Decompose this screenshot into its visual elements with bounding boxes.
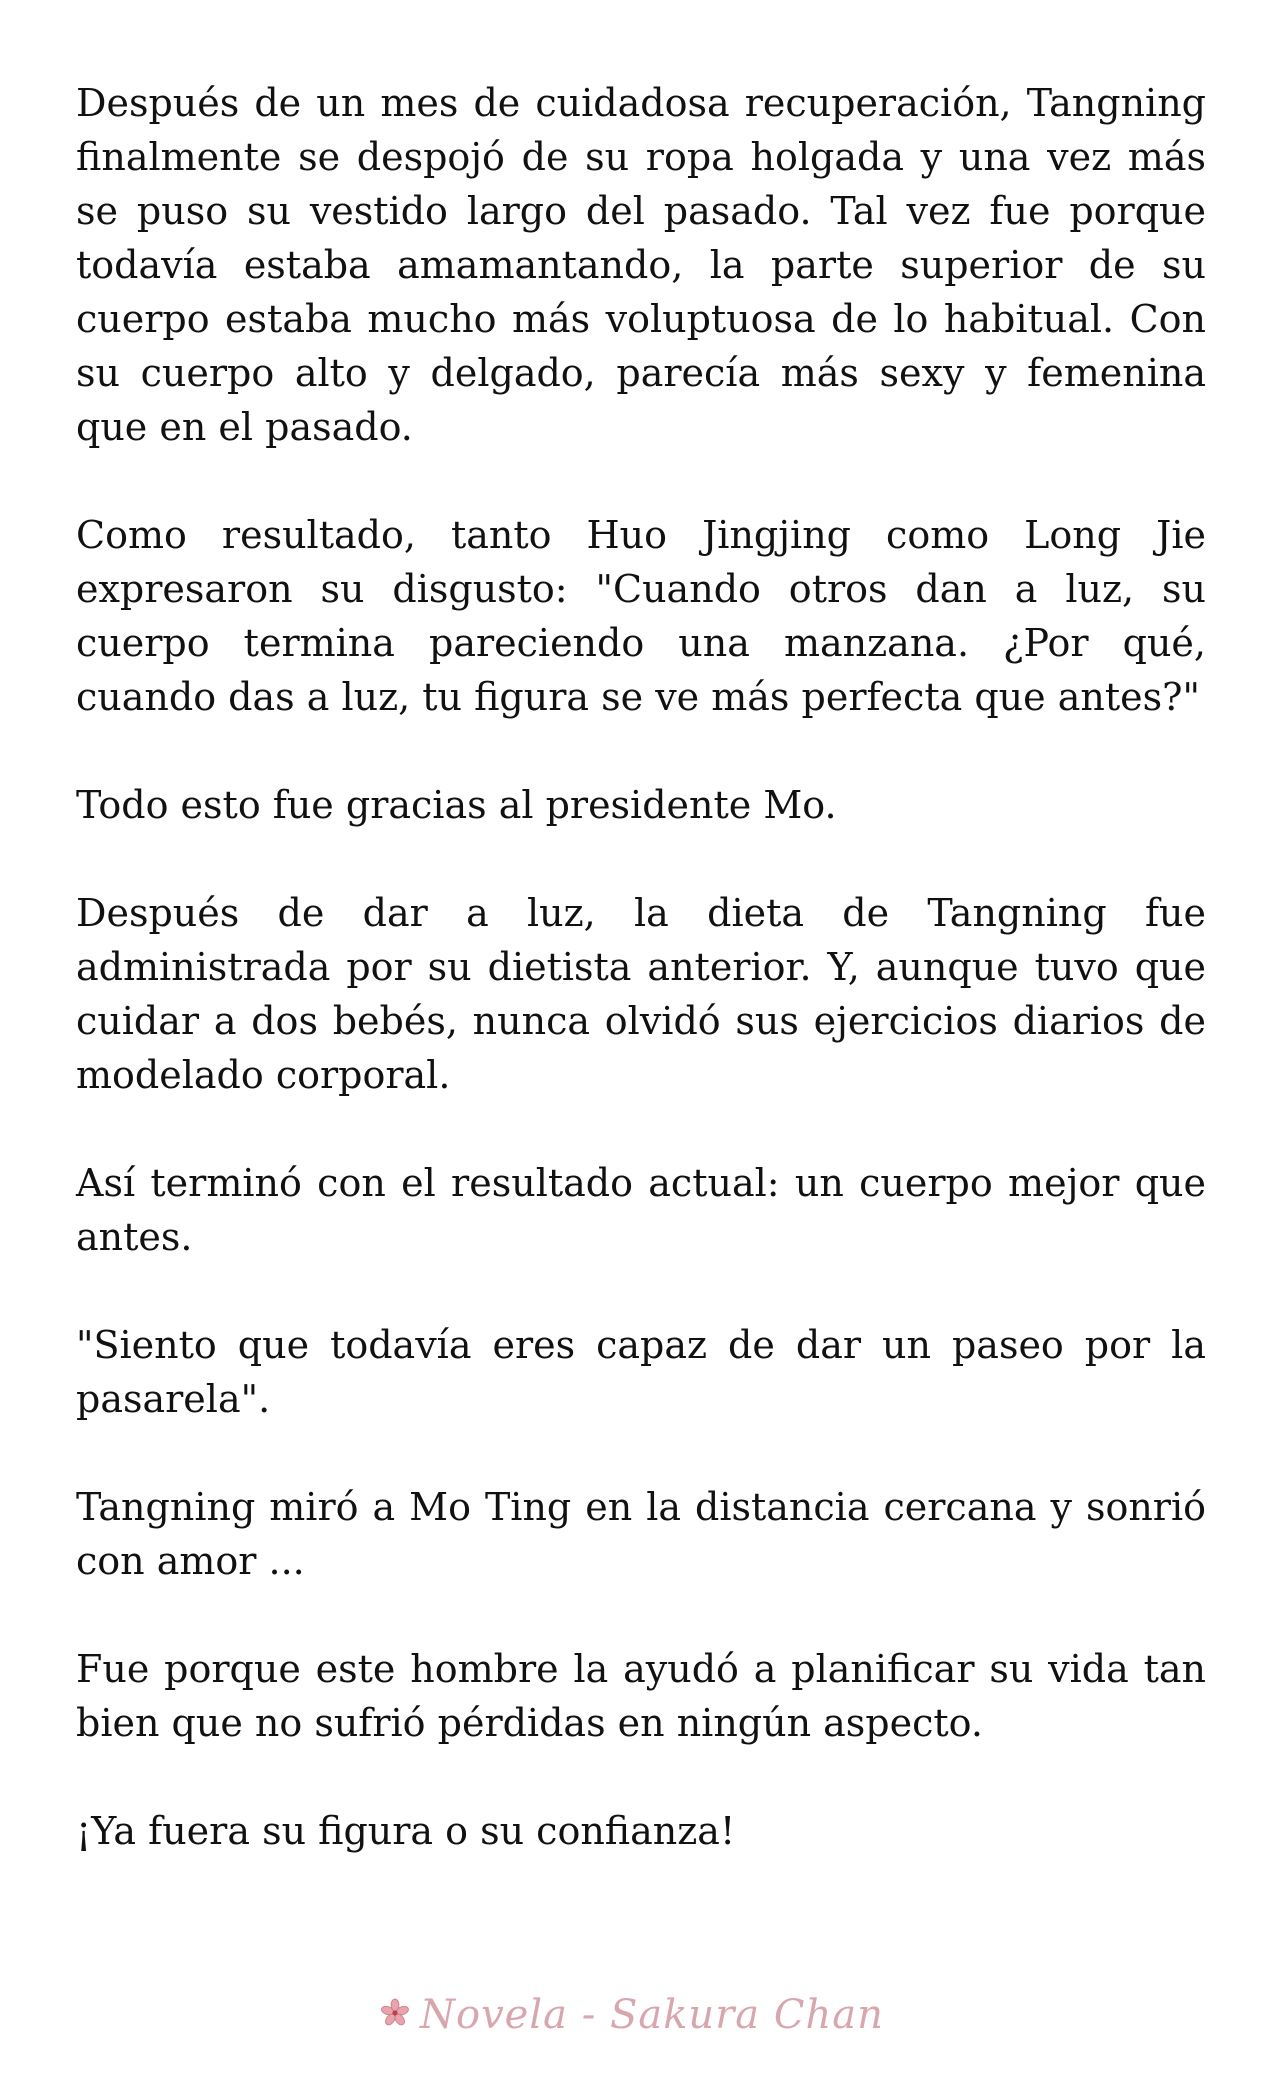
sakura-flower-icon: [380, 1998, 410, 2033]
paragraph-9: ¡Ya fuera su figura o su confianza!: [76, 1809, 736, 1853]
paragraph-6: "Siento que todavía eres capaz de dar un paseo por la pasarela".: [76, 1323, 1206, 1421]
paragraph-7: Tangning miró a Mo Ting en la distancia cercana y sonrió con amor ...: [76, 1485, 1206, 1583]
paragraph-4: Después de dar a luz, la dieta de Tangning fue administrada por su dietista anterior. Y, aunque tuvo que cuidar a dos bebés, nunca olvidó sus ejercicios diarios de modelado corporal.: [76, 891, 1206, 1097]
paragraph-3: Todo esto fue gracias al presidente Mo.: [76, 783, 837, 827]
paragraph-5: Así terminó con el resultado actual: un cuerpo mejor que antes.: [76, 1161, 1206, 1259]
paragraph-8: Fue porque este hombre la ayudó a planificar su vida tan bien que no sufrió pérdidas en ningún aspecto.: [76, 1647, 1206, 1745]
watermark-text: Novela - Sakura Chan: [420, 1992, 884, 2038]
paragraph-1: Después de un mes de cuidadosa recuperación, Tangning finalmente se despojó de su ropa holgada y una vez más se puso su vestido largo del pasado. Tal vez fue porque todavía estaba amamantando, la parte superior de su cuerpo estaba mucho más voluptuosa de lo habitual. Con su cuerpo alto y delgado, parecía más sexy y femenina que en el pasado.: [76, 81, 1206, 449]
paragraph-2: Como resultado, tanto Huo Jingjing como Long Jie expresaron su disgusto: "Cuando otros dan a luz, su cuerpo termina pareciendo una manzana. ¿Por qué, cuando das a luz, tu figura se ve más perfecta que antes?": [76, 513, 1206, 719]
watermark: [380, 1985, 884, 2045]
document-body: [76, 76, 1206, 1912]
